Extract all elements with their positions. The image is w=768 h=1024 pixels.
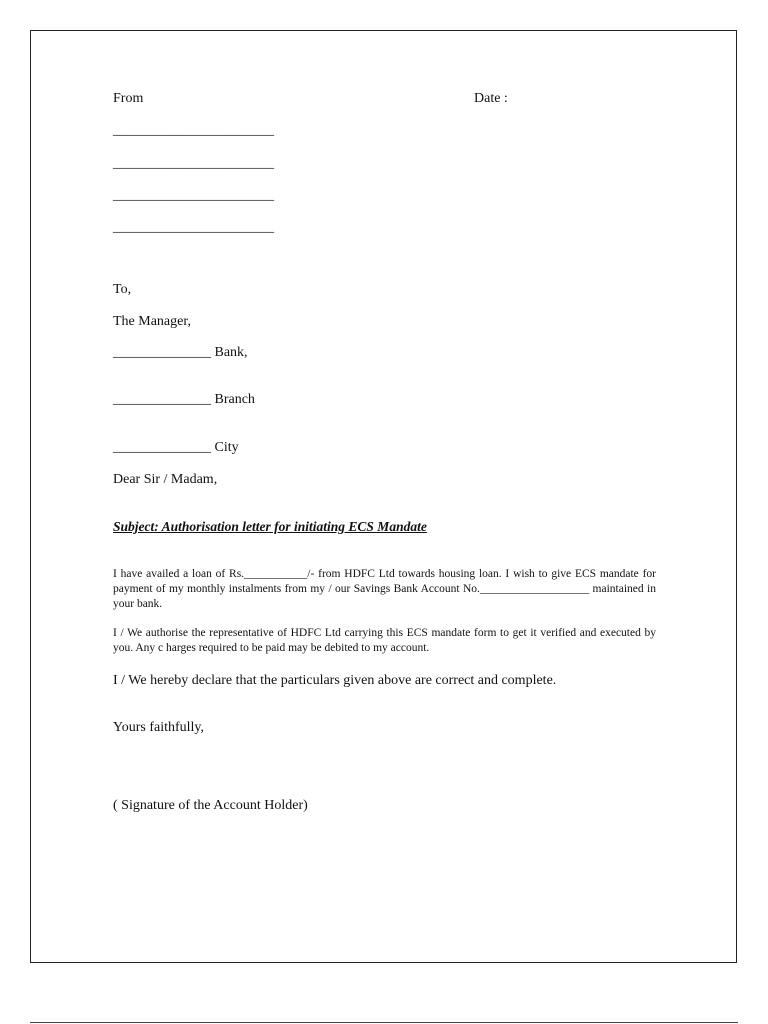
branch-line: ______________ Branch [113,392,255,407]
paragraph-loan-details: I have availed a loan of Rs.___________/- from HDFC Ltd towards housing loan. I wish to give ECS mandate for payment of my monthly instalments from my / our Savings Bank Account No.___________________ maintained in your bank. [113,568,656,610]
from-line-1: _______________________ [113,123,274,138]
date-label: Date : [474,91,508,106]
to-label: To, [113,282,132,297]
from-label: From [113,91,144,106]
signature-caption: ( Signature of the Account Holder) [113,798,308,813]
salutation: Dear Sir / Madam, [113,472,218,487]
city-line: ______________ City [113,440,239,455]
bank-line: ______________ Bank, [113,345,248,360]
subject-line: Subject: Authorisation letter for initiating ECS Mandate [113,519,427,534]
bottom-divider [30,1022,738,1023]
from-line-2: _______________________ [113,156,274,171]
from-line-4: _______________________ [113,220,274,235]
paragraph-declaration: I / We hereby declare that the particulars given above are correct and complete. [113,673,557,688]
manager-line: The Manager, [113,314,191,329]
paragraph-authorisation: I / We authorise the representative of HDFC Ltd carrying this ECS mandate form to get it verified and executed by you. Any c harges required to be paid may be debited to my account. [113,627,656,654]
from-line-3: _______________________ [113,188,274,203]
closing: Yours faithfully, [113,720,205,735]
